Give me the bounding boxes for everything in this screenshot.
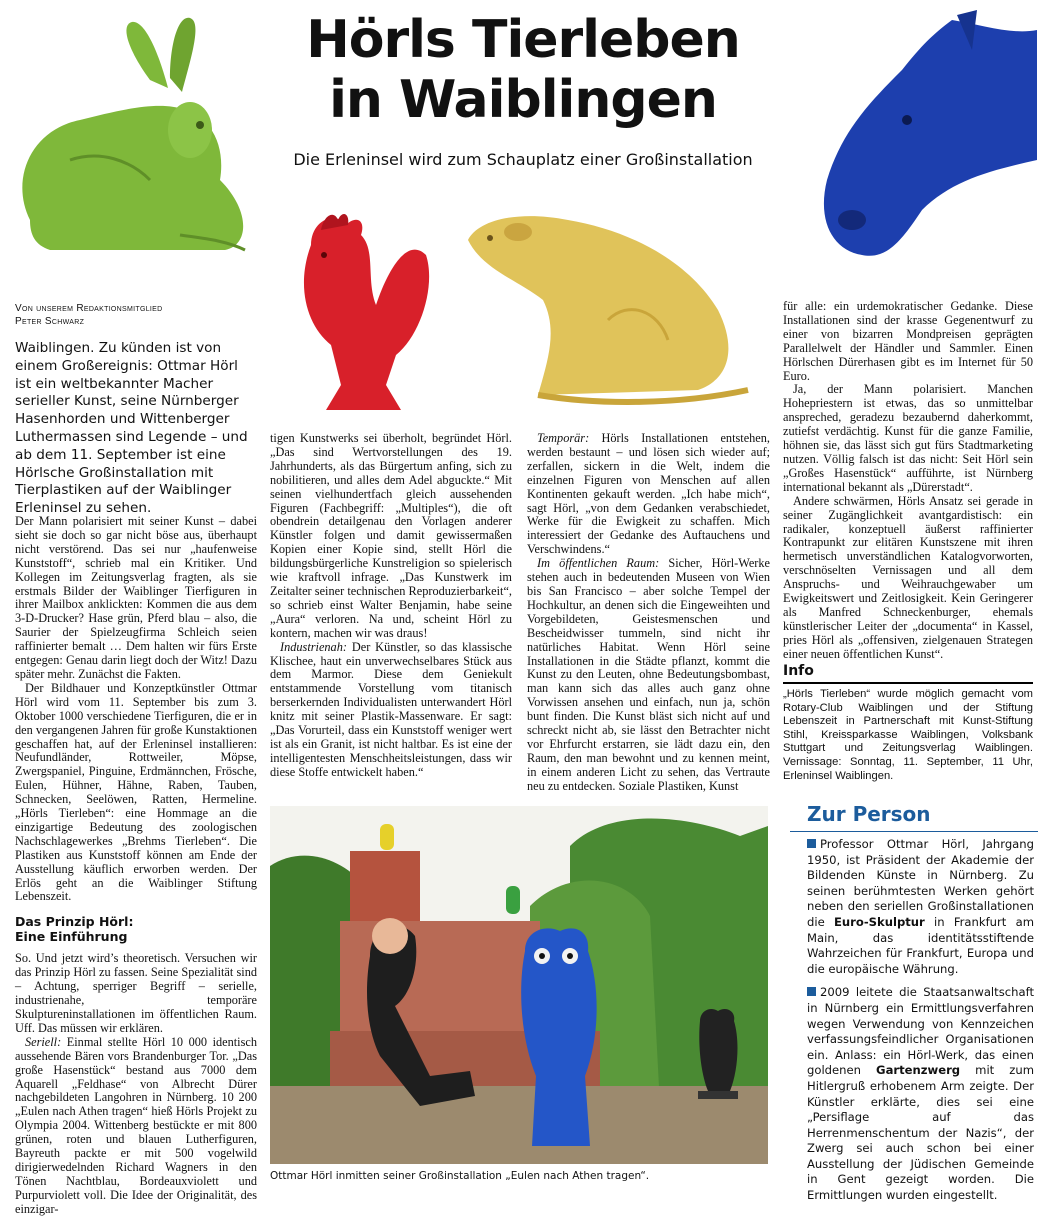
column-1-paragraph (15, 1036, 257, 1217)
paragraph-label: Seriell: (25, 1034, 62, 1049)
subheadline: Die Erleninsel wird zum Schauplatz einer Großinstallation (293, 150, 753, 169)
subheading-line-2: Eine Einführung (15, 929, 128, 945)
red-rooster-figure (286, 195, 436, 420)
column-1-paragraph: Der Mann polarisiert mit seiner Kunst – dabei sieht sie doch so gar nicht böse aus, überhaupt nicht verstörend. Das sei nur „haufenweise Kunststoff“, schrieb mal ein Kritiker. Und Kollegen im Zeitungsverlag fragten, als sie erstmals Bilder der Waiblinger Tierfiguren in ihrer Mailbox anklickten: Kommen die aus dem 3-D-Drucker? Hase grün, Pferd blau – also, die Saurier der Spielzeugfirma Schleich seien raffinierter bemalt … Dem halten wir fürs Erste entgegen: Genau darin liegt doch der Witz! Dazu später mehr. Zunächst die Fakten. (15, 514, 257, 681)
column-1-paragraph: So. Und jetzt wird’s theoretisch. Versuchen wir das Prinzip Hörl zu fassen. Seine Spezialität sind – Achtung, sperriger Begriff – serielle, industrienahe, temporäre Skulptureninstallationen im öffentlichen Raum. Uff. Das müssen wir erklären. (15, 951, 257, 1035)
person-text-part: in Frankfurt am Main, das identitätsstiftende Wahrzeichen für Frankfurt, Europa und die europäische Währung. (807, 914, 1034, 976)
column-1-paragraph: Der Bildhauer und Konzeptkünstler Ottmar Hörl wird vom 11. September bis zum 3. Oktober 1000 verschiedene Tierfiguren, die er in den vergangenen Jahren für große Kunstaktionen geschaffen hat, auf der Erleninsel installieren: Neufundländer, Rottweiler, Möpse, Zwergspaniel, Pinguine, Erdmännchen, Frösche, Eulen, Hühner, Hähne, Raben, Tauben, Schnecken, Seelöwen, Ratten, Hermeline. „Hörls Tierleben“: eine Hommage an die einzigartige Bedeutung des zoologischen Nachschlagewerkes „Brehms Tierleben“. Die Plastiken aus Kunststoff können am Ende der Ausstellung käuflich erworben werden. Der Erlös geht an die Waiblinger Stiftung Lebenszeit. (15, 680, 257, 904)
lead-paragraph: Waiblingen. Zu künden ist von einem Großereignis: Ottmar Hörl ist ein weltbekannter Macher serieller Kunst, seine Nürnberger Hasenhorden und Wittenberger Luthermassen sind Legende – und ab dem 11. September ist eine Hörlsche Großinstallation mit Tierplastiken auf der Waiblinger Erleninsel zu sehen. (15, 340, 248, 517)
paragraph-text: Einmal stellte Hörl 10 000 identisch aussehende Bären vors Brandenburger Tor. „Das große Hasenstück“ bestand aus 7000 dem Aquarell „Feldhase“ von Albrecht Dürer nachgebildeten Langohren in Nürnberg. 10 200 „Eulen nach Athen tragen“ hieß Hörls Projekt zu Olympia 2004. Wittenberg bestückte er mit 800 grünen, roten und blauen Lutherfiguren, Bayreuth packte er mit 500 vogelwild dirigierwedelnden Richard Wagners in den Tönen Nachtblau, Bordeauxviolett und Purpurviolett voll. Die Idee der Originalität, des einzigar- (15, 1034, 257, 1216)
person-text-part: Professor Ottmar Hörl, Jahrgang 1950, ist Präsident der Akademie der Bildenden Künste in Nürnberg. Zu seinen berühmtesten Werken gehört neben den seriellen Großinstallationen die (807, 837, 1034, 929)
person-title: Zur Person (790, 800, 1038, 832)
headline-line-2: in Waiblingen (329, 70, 717, 130)
byline-role: Von unserem Redaktionsmitglied (15, 303, 163, 314)
info-text: „Hörls Tierleben“ wurde möglich gemacht vom Rotary-Club Waiblingen und der Stiftung Lebenszeit in Partnerschaft mit Kunst-Stiftung Stihl, Kreissparkasse Waiblingen, Volksbank Stuttgart und Zeitungsverlag Waiblingen. Vernissage: Sonntag, 11. September, 11 Uhr, Erleninsel Waiblingen. (783, 688, 1033, 782)
person-paragraph (807, 985, 1034, 1203)
column-4-paragraph: Andere schwärmen, Hörls Ansatz sei gerade in seiner Zugänglichkeit avantgardistisch: ein radikaler, konzeptuell äußerst raffinierter Kontrapunkt zur elitären Kunstszene mit ihren hermetisch unverständlichen Katalogvorworten, verschnöselten Vernissagen und all dem Anspruchs- und Weihrauchgewaber um Ewigkeitswert und Zeitlosigkeit. Kein Geringerer als Manfred Schneckenburger, ehemals künstlerischer Leiter der „documenta“ in Kassel, pries Hörl als „offensiven, zielgenauen Strategen einer neuen öffentlichen Kunst“. (783, 493, 1033, 661)
byline (15, 302, 255, 328)
paragraph-text: Hörls Installationen entstehen, werden bestaunt – und lösen sich wieder auf; zerfallen, sickern in die Welt, indem die einzelnen Figuren von Menschen auf allen Kontinenten gekauft werden. „Ich habe mich“, sagt Hörl, „von dem Gedanken verabschiedet, Werke für die Ewigkeit zu schaffen. Mich interessiert der Gedanke des Auftauchens und Verschwindens.“ (527, 431, 770, 557)
paragraph-label: Industrienah: (280, 639, 347, 654)
photo-caption: Ottmar Hörl inmitten seiner Großinstallation „Eulen nach Athen tragen“. (270, 1170, 650, 1182)
bullet-square-icon (807, 987, 816, 996)
column-4-paragraph: für alle: ein urdemokratischer Gedanke. Diese Installationen sind der krasse Gegenentwurf zu einer von bizarren Mondpreisen geprägten Parallelwelt der Händler und Sammler. Einen Hörlschen Dürerhasen gibt es im Internet für 50 Euro. (783, 299, 1033, 383)
column-4-paragraph: Ja, der Mann polarisiert. Manchen Hohepriestern ist etwas, das so unmittelbar anspreched, geradezu bezaubernd daherkommt, zutiefst verdächtig. Kunst für die ganze Familie, höhnen sie, das lässt sich gut fürs Stadtmarketing nutzen. Völlig falsch ist das nicht: Seit Hörl sein „Großes Hasenstück“ aufführte, ist Nürnberg international bekannt als „Dürerstadt“. (783, 382, 1033, 494)
paragraph-text: Der Künstler, so das klassische Klischee, haut ein unverwechselbares Stück aus dem Marmor. Diese dem Geniekult entstammende Vorstellung vom titanisch berserkernden Individualisten unterwandert Hörl knitz mit seiner Plastik-Massenware. Er sagt: „Das Vorurteil, dass ein Kunststoff weniger wert ist als ein Granit, ist nicht haltbar. Es ist eine der intelligentesten Menschheitsleistungen, dass wir diese Stoffe entwickelt haben.“ (270, 639, 512, 779)
installation-photo (270, 806, 768, 1164)
info-heading: Info (783, 663, 1033, 684)
article-column-2 (270, 432, 512, 780)
paragraph-text: Sicher, Hörl-Werke stehen auch in bedeutenden Museen von Wien bis San Francisco – aber solche Tempel der Hochkultur, an denen sich die Eingeweihten und Vorgebildeten, Geistesmenschen und Bescheidwisser tummeln, sind nicht ihr natürliches Habitat. Wenn Hörl seine Installationen in die Städte pflanzt, kommt die Kunst zu den Leuten, ohne Bedeutungsbombast, man kann sich das alles auch ganz ohne Vorwissen ansehen und einfach, nun ja, schön bunt finden. Die Kunst bläst sich nicht auf und schreckt nicht ab, sie lässt den Betrachter nicht vor Ehrfurcht erstarren, sie lädt dazu ein, den Raum, den man bewohnt und zu kennen meint, in einem anderen Licht zu sehen, das Vertraute neu zu entdecken. Soziale Plastiken, Kunst (527, 556, 770, 793)
blue-horse-head-figure (812, 10, 1037, 265)
bullet-square-icon (807, 839, 816, 848)
person-text-part: mit zum Hitlergruß erhobenem Arm zeigte. Der Künstler erklärte, dies sei eine „Persiflage auf das Herrenmenschentum der Nazis“, der Zwerg sei auch schon bei einer Ausstellung der Jüdischen Gemeinde in Gent gezeigt worden. Die Ermittlungen wurden eingestellt. (807, 1063, 1034, 1203)
paragraph-label: Temporär: (537, 431, 590, 445)
subheading-line-1: Das Prinzip Hörl: (15, 914, 134, 930)
person-highlight: Euro-Skulptur (833, 914, 925, 929)
photo-illustration (270, 806, 768, 1164)
section-subheading (15, 914, 257, 944)
person-highlight: Gartenzwerg (876, 1063, 961, 1078)
column-3-paragraph (527, 432, 770, 557)
golden-rat-figure (458, 200, 758, 410)
person-text-part: 2009 leitete die Staatsanwaltschaft in Nürnberg ein Ermittlungsverfahren wegen Verwendung von Kennzeichen verfassungsfeindlicher Organisationen ein. Anlass: ein Hörl-Werk, das einen goldenen (807, 985, 1034, 1078)
column-2-paragraph: tigen Kunstwerks sei überholt, begründet Hörl. „Das sind Wertvorstellungen des 19. Jahrhunderts, als das Bürgertum anfing, sich zu nobilitieren, und alles dem Adel abguckte.“ Mit seinen vielhundertfach gleich aussehenden Figuren (Fachbegriff: „Multiples“), die oft obendrein detailgenau den Vorlagen anderer Künstler folgen und damit gewissermaßen Kopien einer Kopie sind, stellt Hörl die bildungsbürgerliche Kunstreligion so spielerisch wie kraftvoll infrage. „Das Kunstwerk im Zeitalter seiner technischen Reproduzierbarkeit“, so schrieb einst Walter Benjamin, habe seine „Aura“ verloren. Na und, scheint Hörl zu kontern, machen wir was draus! (270, 431, 512, 640)
byline-author: Peter Schwarz (15, 316, 85, 327)
headline (300, 10, 746, 130)
article-column-4 (783, 300, 1033, 662)
article-column-3 (527, 432, 770, 794)
person-box (790, 800, 1038, 1203)
person-paragraph (807, 837, 1034, 977)
person-text (790, 832, 1038, 1204)
column-3-paragraph (527, 557, 770, 793)
article-column-1 (15, 515, 257, 1217)
headline-line-1: Hörls Tierleben (306, 10, 740, 70)
green-hare-figure (10, 10, 260, 265)
column-2-paragraph (270, 641, 512, 780)
paragraph-label: Im öffentlichen Raum: (537, 556, 660, 571)
